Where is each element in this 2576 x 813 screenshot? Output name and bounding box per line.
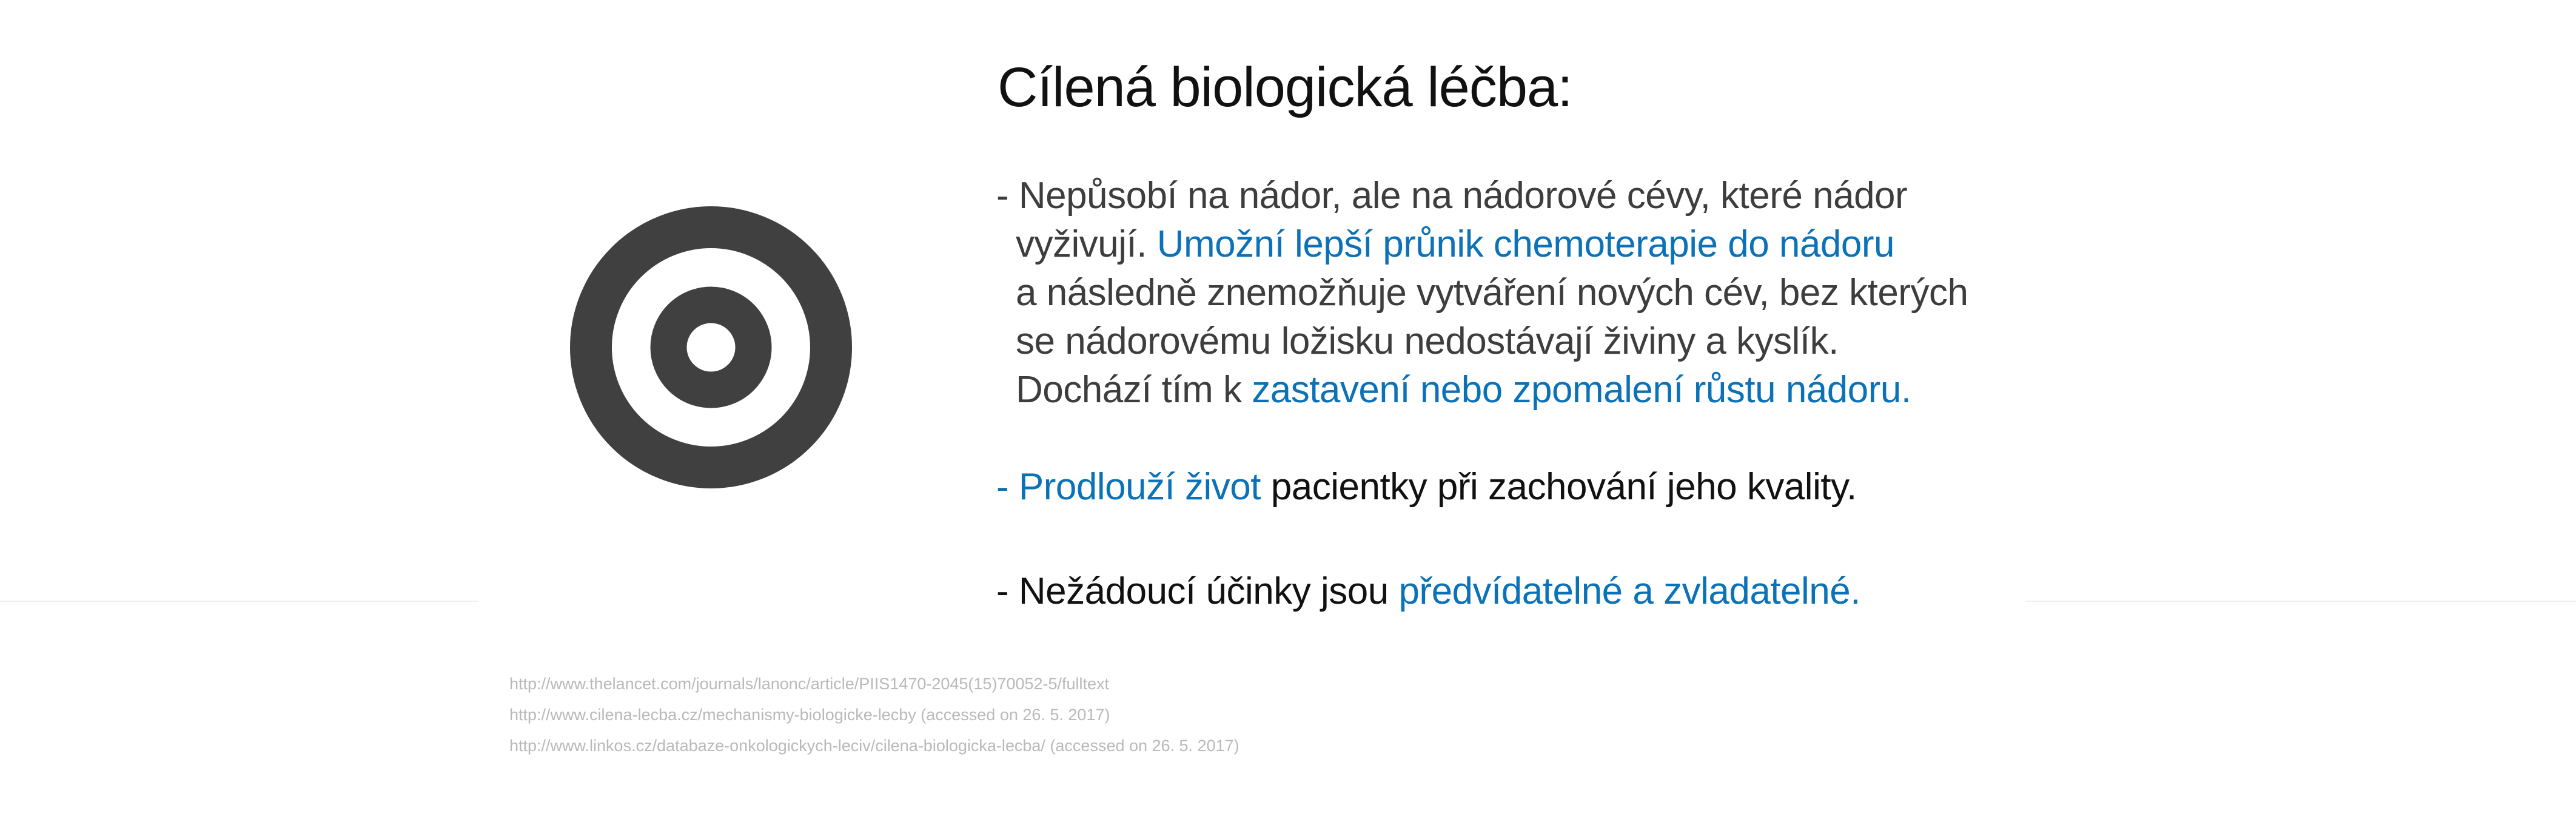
mechanism-line-2 [996, 220, 1968, 269]
mechanism-line-4: se nádorovému ložisku nedostávají živiny a kyslík. [1016, 320, 1839, 362]
survival-text: pacientky při zachování jeho kvality. [1261, 466, 1857, 508]
references [509, 669, 1239, 761]
reference-item: http://www.thelancet.com/journals/lanonc/article/PIIS1470-2045(15)70052-5/fulltext [509, 675, 1110, 693]
paragraph-mechanism [996, 172, 1968, 414]
mechanism-line-3: a následně znemožňuje vytváření nových cév, bez kterých [1016, 272, 1968, 314]
side-effects-text: - Nežádoucí účinky jsou [996, 570, 1399, 612]
slide-title: Cílená biologická léčba: [998, 56, 1572, 118]
mechanism-line-5-highlight: zastavení nebo zpomalení růstu nádoru. [1252, 369, 1911, 411]
paragraph-survival [996, 463, 1857, 511]
survival-highlight: - Prodlouží život [996, 466, 1261, 508]
mechanism-line-2-text: vyživují. [1016, 223, 1157, 265]
paragraph-side-effects [996, 567, 1860, 616]
mechanism-line-5-text: Dochází tím k [1016, 369, 1252, 411]
mechanism-line-2-highlight: Umožní lepší průnik chemoterapie do nádoru [1156, 223, 1894, 265]
target-icon [570, 206, 852, 488]
mechanism-line-5 [996, 366, 1968, 414]
reference-item: http://www.linkos.cz/databaze-onkologickych-leciv/cilena-biologicka-lecba/ (accessed on 26. 5. 2017) [509, 737, 1239, 755]
side-effects-highlight: předvídatelné a zvladatelné. [1398, 570, 1860, 612]
mechanism-line-1: - Nepůsobí na nádor, ale na nádorové cévy, které nádor [996, 175, 1908, 217]
reference-item: http://www.cilena-lecba.cz/mechanismy-biologicke-lecby (accessed on 26. 5. 2017) [509, 706, 1110, 724]
